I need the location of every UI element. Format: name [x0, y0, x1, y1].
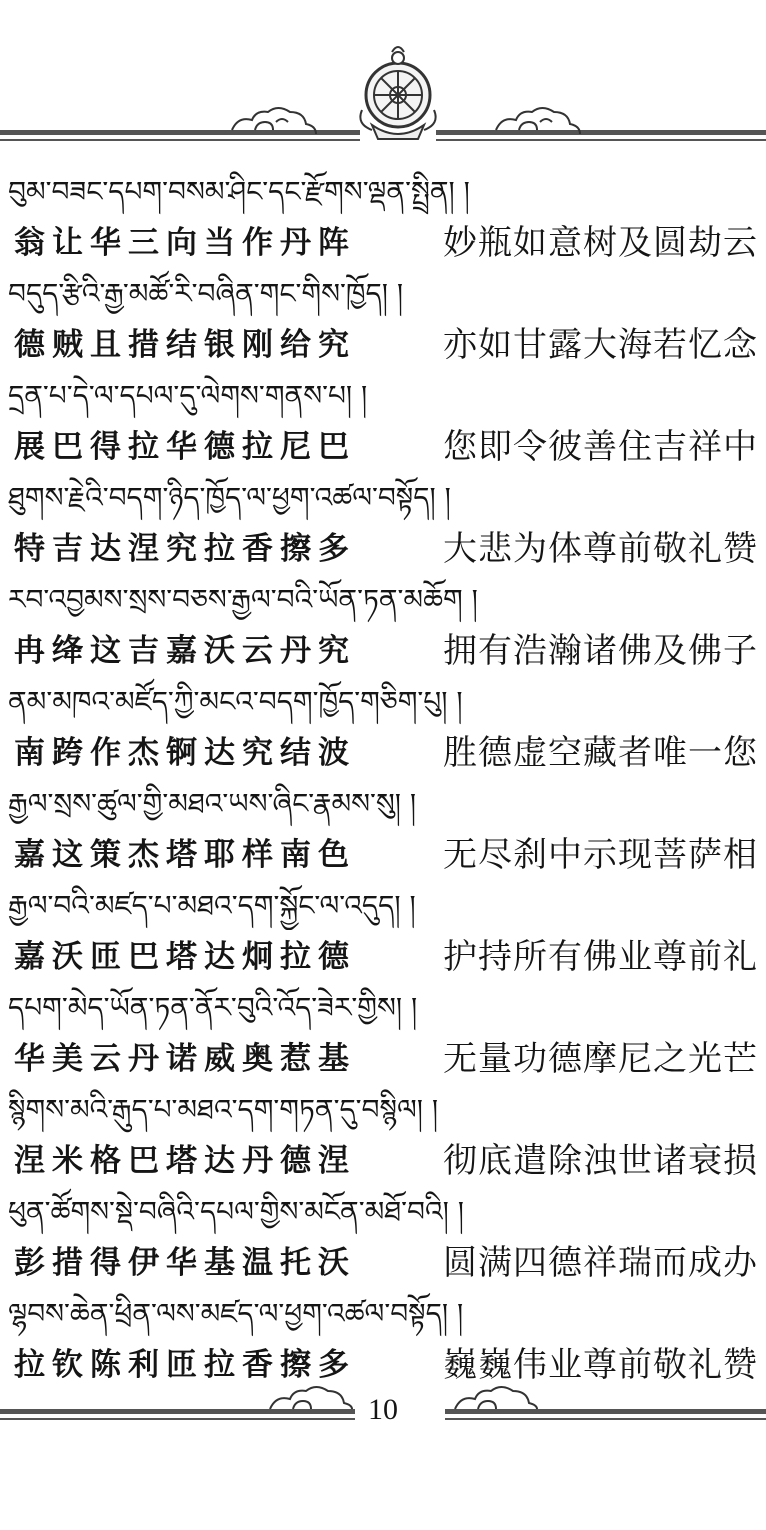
chinese-translation: 巍巍伟业尊前敬礼赞 [443, 1345, 758, 1385]
right-border-rule [436, 130, 766, 141]
transliteration-line: 翁让华三向当作丹阵 [14, 225, 356, 261]
chinese-translation: 无尽刹中示现菩萨相 [443, 835, 758, 875]
tibetan-line: རྒྱལ་བའི་མཛད་པ་མཐའ་དག་སྐྱོང་ལ་འདུད། ། [8, 889, 416, 922]
tibetan-line: བདུད་རྩིའི་རྒྱ་མཚོ་རི་བཞིན་གང་གིས་ཁྱོད། ། [8, 277, 404, 310]
transliteration-line: 展巴得拉华德拉尼巴 [14, 429, 356, 465]
tibetan-line: ཐུགས་རྗེའི་བདག་ཉིད་ཁྱོད་ལ་ཕྱག་འཚལ་བསྟོད། ། [8, 481, 451, 514]
transliteration-line: 华美云丹诺威奥惹基 [14, 1041, 356, 1077]
page-number: 10 [368, 1393, 398, 1426]
tibetan-line: བུམ་བཟང་དཔག་བསམ་ཤིང་དང་རྫོགས་ལྡན་སྤྲིན། ། [8, 175, 470, 208]
chinese-translation: 无量功德摩尼之光芒 [443, 1039, 758, 1079]
chinese-translation: 拥有浩瀚诸佛及佛子 [443, 631, 758, 671]
verse-list [0, 168, 766, 1392]
transliteration-line: 涅米格巴塔达丹德涅 [14, 1143, 356, 1179]
chinese-translation: 胜德虚空藏者唯一您 [443, 733, 758, 773]
verse-2 [0, 270, 766, 372]
chinese-translation: 妙瓶如意树及圆劫云 [443, 223, 758, 263]
verse-4 [0, 474, 766, 576]
verse-5 [0, 576, 766, 678]
chinese-translation: 您即令彼善住吉祥中 [443, 427, 758, 467]
transliteration-line: 特吉达涅究拉香擦多 [14, 531, 356, 567]
verse-3 [0, 372, 766, 474]
verse-6 [0, 678, 766, 780]
tibetan-line: ནམ་མཁའ་མཛོད་ཀྱི་མངའ་བདག་ཁྱོད་གཅིག་པུ། ། [8, 685, 463, 718]
tibetan-line: རྒྱལ་སྲས་ཚུལ་གྱི་མཐའ་ཡས་ཞིང་རྣམས་སུ། ། [8, 787, 417, 820]
tibetan-line: དྲན་པ་དེ་ལ་དཔལ་དུ་ལེགས་གནས་པ། ། [8, 379, 368, 412]
verse-11 [0, 1188, 766, 1290]
header-ornament [0, 0, 766, 170]
verse-8 [0, 882, 766, 984]
verse-1 [0, 168, 766, 270]
chinese-translation: 大悲为体尊前敬礼赞 [443, 529, 758, 569]
tibetan-line: རབ་འབྱམས་སྲས་བཅས་རྒྱལ་བའི་ཡོན་ཏན་མཆོག ། [8, 583, 478, 616]
tibetan-line: ལྷབས་ཆེན་ཕྲིན་ལས་མཛད་ལ་ཕྱག་འཚལ་བསྟོད། ། [8, 1297, 464, 1330]
transliteration-line: 冉绛这吉嘉沃云丹究 [14, 633, 356, 669]
transliteration-line: 德贼且措结银刚给究 [14, 327, 356, 363]
dharma-wheel-icon [360, 47, 435, 139]
left-border-rule [0, 130, 360, 141]
transliteration-line: 彭措得伊华基温托沃 [14, 1245, 356, 1281]
tibetan-line: ཕུན་ཚོགས་སྡེ་བཞིའི་དཔལ་གྱིས་མངོན་མཐོ་བའི། ། [8, 1195, 464, 1228]
verse-10 [0, 1086, 766, 1188]
transliteration-line: 嘉这策杰塔耶样南色 [14, 837, 356, 873]
chinese-translation: 彻底遣除浊世诸衰损 [443, 1141, 758, 1181]
tibetan-line: དཔག་མེད་ཡོན་ཏན་ནོར་བུའི་འོད་ཟེར་གྱིས། ། [8, 991, 418, 1024]
transliteration-line: 拉钦陈利匝拉香擦多 [14, 1347, 356, 1383]
chinese-translation: 护持所有佛业尊前礼 [443, 937, 758, 977]
verse-9 [0, 984, 766, 1086]
chinese-translation: 亦如甘露大海若忆念 [443, 325, 758, 365]
tibetan-line: སྙིགས་མའི་རྒུད་པ་མཐའ་དག་གཏན་དུ་བསྙིལ། ། [8, 1093, 439, 1126]
transliteration-line: 嘉沃匝巴塔达炯拉德 [14, 939, 356, 975]
verse-7 [0, 780, 766, 882]
transliteration-line: 南跨作杰锕达究结波 [14, 735, 356, 771]
chinese-translation: 圆满四德祥瑞而成办 [443, 1243, 758, 1283]
